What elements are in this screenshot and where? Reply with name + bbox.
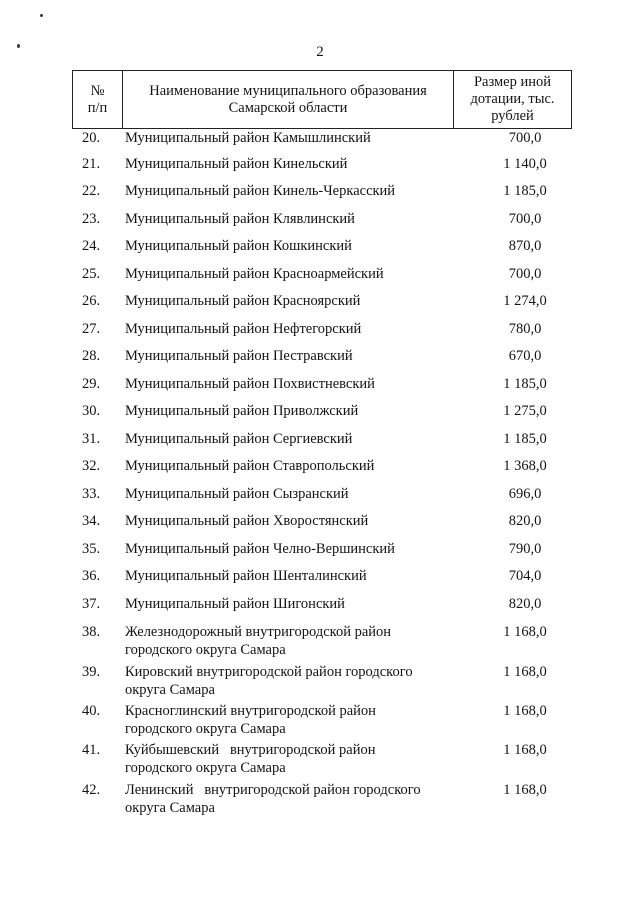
row-number: 37.: [82, 596, 101, 612]
row-amount: 700,0: [508, 130, 542, 146]
row-amount: 820,0: [508, 596, 542, 612]
row-amount: 670,0: [508, 348, 542, 364]
row-amount: 790,0: [508, 541, 542, 557]
row-name: Муниципальный район Ставропольский: [125, 458, 375, 474]
row-number: 29.: [82, 376, 101, 392]
row-name: Красноглинский внутригородской район городского округа Самара: [125, 703, 376, 737]
row-name: Муниципальный район Похвистневский: [125, 376, 375, 392]
page-number: 2: [316, 44, 324, 60]
header-number: № п/п: [73, 71, 123, 129]
row-amount: 1 168,0: [503, 703, 547, 719]
row-name: Муниципальный район Челно-Вершинский: [125, 541, 395, 557]
row-number: 39.: [82, 664, 101, 680]
row-number: 28.: [82, 348, 101, 364]
row-name: Муниципальный район Хворостянский: [125, 513, 369, 529]
row-amount: 704,0: [508, 568, 542, 584]
row-number: 22.: [82, 183, 101, 199]
row-amount: 1 274,0: [503, 293, 547, 309]
row-name: Муниципальный район Кинельский: [125, 156, 348, 172]
row-name: Кировский внутригородской район городского округа Самара: [125, 664, 413, 698]
row-number: 20.: [82, 130, 101, 146]
row-name: Ленинский внутригородской район городского округа Самара: [125, 782, 421, 816]
row-amount: 820,0: [508, 513, 542, 529]
row-amount: 700,0: [508, 266, 542, 282]
row-name: Железнодорожный внутригородской район городского округа Самара: [125, 624, 392, 658]
row-number: 40.: [82, 703, 101, 719]
row-name: Муниципальный район Кошкинский: [125, 238, 352, 254]
row-amount: 1 140,0: [503, 156, 547, 172]
row-amount: 1 168,0: [503, 664, 547, 680]
row-amount: 1 168,0: [503, 624, 547, 640]
row-amount: 696,0: [508, 486, 542, 502]
row-amount: 1 368,0: [503, 458, 547, 474]
row-number: 25.: [82, 266, 101, 282]
row-name: Муниципальный район Сызранский: [125, 486, 349, 502]
row-amount: 1 185,0: [503, 431, 547, 447]
row-amount: 700,0: [508, 211, 542, 227]
row-number: 33.: [82, 486, 101, 502]
header-amount: Размер иной дотации, тыс. рублей: [454, 71, 572, 129]
row-name: Муниципальный район Нефтегорский: [125, 321, 362, 337]
row-amount: 1 168,0: [503, 742, 547, 758]
row-name: Муниципальный район Шенталинский: [125, 568, 367, 584]
row-name: Муниципальный район Камышлинский: [125, 130, 371, 146]
row-amount: 1 185,0: [503, 183, 547, 199]
row-number: 32.: [82, 458, 101, 474]
row-name: Муниципальный район Кинель-Черкасский: [125, 183, 396, 199]
row-name: Муниципальный район Приволжский: [125, 403, 359, 419]
row-number: 31.: [82, 431, 101, 447]
row-name: Муниципальный район Шигонский: [125, 596, 345, 612]
row-number: 34.: [82, 513, 101, 529]
row-name: Муниципальный район Пестравский: [125, 348, 353, 364]
row-number: 41.: [82, 742, 101, 758]
row-amount: 780,0: [508, 321, 542, 337]
row-number: 21.: [82, 156, 101, 172]
row-number: 42.: [82, 782, 101, 798]
row-amount: 1 275,0: [503, 403, 547, 419]
row-name: Муниципальный район Клявлинский: [125, 211, 355, 227]
row-number: 23.: [82, 211, 101, 227]
row-name: Муниципальный район Красноярский: [125, 293, 361, 309]
row-name: Муниципальный район Красноармейский: [125, 266, 384, 282]
row-name: Муниципальный район Сергиевский: [125, 431, 353, 447]
header-name: Наименование муниципального образования Самарской области: [123, 71, 454, 129]
row-number: 26.: [82, 293, 101, 309]
row-amount: 1 185,0: [503, 376, 547, 392]
row-number: 36.: [82, 568, 101, 584]
row-number: 30.: [82, 403, 101, 419]
row-amount: 870,0: [508, 238, 542, 254]
row-name: Куйбышевский внутригородской район городского округа Самара: [125, 742, 376, 776]
row-number: 27.: [82, 321, 101, 337]
row-number: 35.: [82, 541, 101, 557]
row-number: 38.: [82, 624, 101, 640]
row-amount: 1 168,0: [503, 782, 547, 798]
row-number: 24.: [82, 238, 101, 254]
